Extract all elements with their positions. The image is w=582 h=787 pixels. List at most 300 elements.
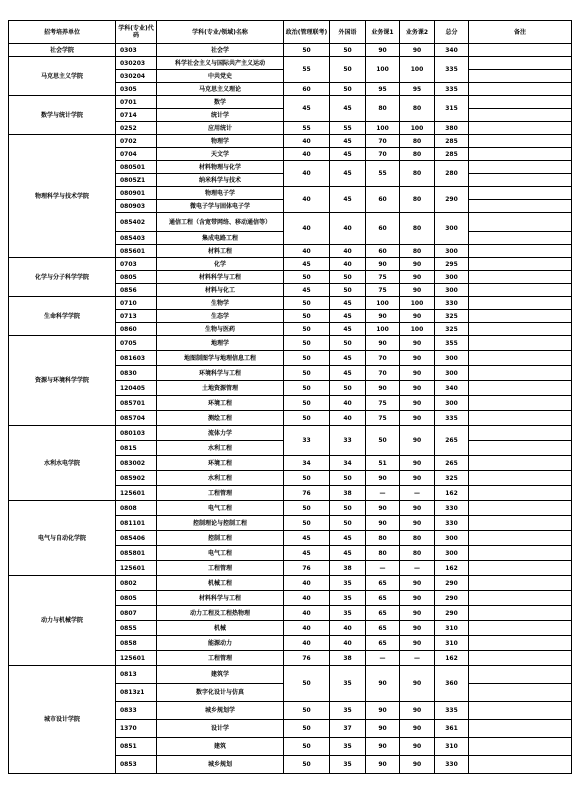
unit-cell: 社会学院 [9, 44, 116, 57]
politics-score-cell: 50 [284, 720, 330, 738]
code-cell: 0713 [116, 310, 157, 323]
total-score-cell: 285 [435, 148, 469, 161]
language-score-cell: 45 [330, 310, 366, 323]
code-cell: 080103 [116, 426, 157, 441]
remark-cell [469, 636, 572, 651]
language-score-cell: 35 [330, 591, 366, 606]
subject2-score-cell: 80 [400, 187, 435, 213]
subject2-score-cell: 90 [400, 756, 435, 774]
remark-cell [469, 44, 572, 57]
name-cell: 电气工程 [157, 501, 284, 516]
subject1-score-cell: 90 [366, 666, 400, 702]
remark-cell [469, 606, 572, 621]
unit-cell: 数学与统计学院 [9, 96, 116, 135]
politics-score-cell: 50 [284, 351, 330, 366]
unit-cell: 物理科学与技术学院 [9, 135, 116, 258]
name-cell: 地理学 [157, 336, 284, 351]
politics-score-cell: 40 [284, 576, 330, 591]
subject2-score-cell: 90 [400, 702, 435, 720]
politics-score-cell: 50 [284, 738, 330, 756]
code-cell: 0252 [116, 122, 157, 135]
name-cell: 马克思主义理论 [157, 83, 284, 96]
subject1-score-cell: 90 [366, 336, 400, 351]
name-cell: 纳米科学与技术 [157, 174, 284, 187]
politics-score-cell: 40 [284, 187, 330, 213]
code-cell: 1370 [116, 720, 157, 738]
subject2-score-cell: 90 [400, 284, 435, 297]
politics-score-cell: 40 [284, 636, 330, 651]
subject1-score-cell: 50 [366, 426, 400, 456]
unit-cell: 水利水电学院 [9, 426, 116, 501]
total-score-cell: 290 [435, 187, 469, 213]
language-score-cell: 45 [330, 323, 366, 336]
subject1-score-cell: 60 [366, 245, 400, 258]
total-score-cell: 340 [435, 381, 469, 396]
unit-cell: 电气与自动化学院 [9, 501, 116, 576]
code-cell: 0858 [116, 636, 157, 651]
total-score-cell: 310 [435, 636, 469, 651]
name-cell: 控制理论与控制工程 [157, 516, 284, 531]
code-cell: 0856 [116, 284, 157, 297]
language-score-cell: 45 [330, 531, 366, 546]
code-cell: 0815 [116, 441, 157, 456]
remark-cell [469, 756, 572, 774]
name-cell: 工程管理 [157, 651, 284, 666]
code-cell: 085902 [116, 471, 157, 486]
name-cell: 城乡规划学 [157, 702, 284, 720]
language-score-cell: 40 [330, 213, 366, 245]
subject2-score-cell: — [400, 651, 435, 666]
politics-score-cell: 45 [284, 96, 330, 122]
name-cell: 化学 [157, 258, 284, 271]
politics-score-cell: 45 [284, 258, 330, 271]
code-cell: 0807 [116, 606, 157, 621]
name-cell: 物理学 [157, 135, 284, 148]
name-cell: 工程管理 [157, 561, 284, 576]
total-score-cell: 335 [435, 57, 469, 83]
language-score-cell: 45 [330, 96, 366, 122]
remark-cell [469, 441, 572, 456]
remark-cell [469, 70, 572, 83]
total-score-cell: 162 [435, 486, 469, 501]
language-score-cell: 38 [330, 561, 366, 576]
name-cell: 中共党史 [157, 70, 284, 83]
politics-score-cell: 45 [284, 531, 330, 546]
subject2-score-cell: 90 [400, 456, 435, 471]
politics-score-cell: 50 [284, 366, 330, 381]
subject2-score-cell: — [400, 486, 435, 501]
subject2-score-cell: 90 [400, 621, 435, 636]
subject1-score-cell: 90 [366, 702, 400, 720]
language-score-cell: 45 [330, 546, 366, 561]
politics-score-cell: 40 [284, 591, 330, 606]
name-cell: 天文学 [157, 148, 284, 161]
politics-score-cell: 50 [284, 381, 330, 396]
language-score-cell: 40 [330, 258, 366, 271]
subject2-score-cell: 95 [400, 83, 435, 96]
subject2-score-cell: 80 [400, 96, 435, 122]
subject2-score-cell: 80 [400, 245, 435, 258]
subject1-score-cell: 90 [366, 756, 400, 774]
table-row [9, 96, 572, 109]
unit-cell: 化学与分子科学学院 [9, 258, 116, 297]
name-cell: 设计学 [157, 720, 284, 738]
politics-score-cell: 60 [284, 83, 330, 96]
language-score-cell: 35 [330, 702, 366, 720]
name-cell: 建筑 [157, 738, 284, 756]
name-cell: 材料与化工 [157, 284, 284, 297]
code-cell: 125601 [116, 561, 157, 576]
total-score-cell: 162 [435, 561, 469, 576]
language-score-cell: 35 [330, 576, 366, 591]
name-cell: 环境工程 [157, 456, 284, 471]
remark-cell [469, 738, 572, 756]
subject1-score-cell: 95 [366, 83, 400, 96]
language-score-cell: 50 [330, 336, 366, 351]
name-cell: 水利工程 [157, 471, 284, 486]
language-score-cell: 50 [330, 57, 366, 83]
code-cell: 0853 [116, 756, 157, 774]
subject2-score-cell: 90 [400, 396, 435, 411]
table-row [9, 297, 572, 310]
subject1-score-cell: 70 [366, 366, 400, 381]
total-score-cell: 330 [435, 756, 469, 774]
subject2-score-cell: 80 [400, 546, 435, 561]
language-score-cell: 33 [330, 426, 366, 456]
subject2-score-cell: 90 [400, 411, 435, 426]
subject2-score-cell: 90 [400, 310, 435, 323]
header-remark: 备注 [469, 21, 572, 44]
code-cell: 085403 [116, 232, 157, 245]
code-cell: 080501 [116, 161, 157, 174]
header-politics: 政治(管理联考) [284, 21, 330, 44]
remark-cell [469, 411, 572, 426]
total-score-cell: 300 [435, 531, 469, 546]
remark-cell [469, 531, 572, 546]
name-cell: 控制工程 [157, 531, 284, 546]
name-cell: 物理电子学 [157, 187, 284, 200]
subject1-score-cell: — [366, 486, 400, 501]
politics-score-cell: 50 [284, 310, 330, 323]
name-cell: 生态学 [157, 310, 284, 323]
remark-cell [469, 396, 572, 411]
subject1-score-cell: 70 [366, 351, 400, 366]
remark-cell [469, 187, 572, 200]
language-score-cell: 35 [330, 666, 366, 702]
remark-cell [469, 351, 572, 366]
language-score-cell: 40 [330, 245, 366, 258]
politics-score-cell: 50 [284, 336, 330, 351]
remark-cell [469, 426, 572, 441]
subject2-score-cell: 90 [400, 720, 435, 738]
language-score-cell: 34 [330, 456, 366, 471]
subject1-score-cell: 65 [366, 591, 400, 606]
name-cell: 社会学 [157, 44, 284, 57]
remark-cell [469, 213, 572, 232]
code-cell: 030203 [116, 57, 157, 70]
remark-cell [469, 666, 572, 684]
subject2-score-cell: 90 [400, 738, 435, 756]
code-cell: 0808 [116, 501, 157, 516]
table-row [9, 501, 572, 516]
name-cell: 能源动力 [157, 636, 284, 651]
code-cell: 0702 [116, 135, 157, 148]
subject1-score-cell: 90 [366, 381, 400, 396]
name-cell: 机械工程 [157, 576, 284, 591]
language-score-cell: 45 [330, 351, 366, 366]
subject2-score-cell: 90 [400, 366, 435, 381]
remark-cell [469, 720, 572, 738]
subject1-score-cell: 65 [366, 606, 400, 621]
politics-score-cell: 76 [284, 651, 330, 666]
code-cell: 081101 [116, 516, 157, 531]
remark-cell [469, 684, 572, 702]
header-unit: 招考培养单位 [9, 21, 116, 44]
code-cell: 0714 [116, 109, 157, 122]
remark-cell [469, 284, 572, 297]
code-cell: 0710 [116, 297, 157, 310]
name-cell: 水利工程 [157, 441, 284, 456]
code-cell: 085704 [116, 411, 157, 426]
remark-cell [469, 546, 572, 561]
remark-cell [469, 323, 572, 336]
code-cell: 0851 [116, 738, 157, 756]
politics-score-cell: 76 [284, 561, 330, 576]
politics-score-cell: 40 [284, 621, 330, 636]
code-cell: 0855 [116, 621, 157, 636]
language-score-cell: 40 [330, 636, 366, 651]
politics-score-cell: 50 [284, 501, 330, 516]
politics-score-cell: 40 [284, 161, 330, 187]
subject1-score-cell: — [366, 651, 400, 666]
code-cell: 0805Z1 [116, 174, 157, 187]
subject2-score-cell: 80 [400, 161, 435, 187]
remark-cell [469, 501, 572, 516]
remark-cell [469, 651, 572, 666]
code-cell: 030204 [116, 70, 157, 83]
name-cell: 测绘工程 [157, 411, 284, 426]
code-cell: 081603 [116, 351, 157, 366]
unit-cell: 资源与环境科学学院 [9, 336, 116, 426]
name-cell: 生物学 [157, 297, 284, 310]
subject2-score-cell: 90 [400, 381, 435, 396]
subject2-score-cell: 90 [400, 44, 435, 57]
language-score-cell: 45 [330, 187, 366, 213]
name-cell: 材料科学与工程 [157, 591, 284, 606]
subject2-score-cell: 90 [400, 471, 435, 486]
subject1-score-cell: 80 [366, 96, 400, 122]
remark-cell [469, 591, 572, 606]
subject1-score-cell: 55 [366, 161, 400, 187]
code-cell: 0830 [116, 366, 157, 381]
total-score-cell: 380 [435, 122, 469, 135]
language-score-cell: 45 [330, 148, 366, 161]
subject2-score-cell: 90 [400, 351, 435, 366]
total-score-cell: 330 [435, 297, 469, 310]
subject1-score-cell: 100 [366, 297, 400, 310]
subject2-score-cell: 90 [400, 516, 435, 531]
politics-score-cell: 50 [284, 411, 330, 426]
subject2-score-cell: 90 [400, 576, 435, 591]
politics-score-cell: 34 [284, 456, 330, 471]
table-row [9, 426, 572, 441]
name-cell: 建筑学 [157, 666, 284, 684]
code-cell: 085406 [116, 531, 157, 546]
subject1-score-cell: 80 [366, 531, 400, 546]
code-cell: 125601 [116, 651, 157, 666]
unit-cell: 动力与机械学院 [9, 576, 116, 666]
code-cell: 085402 [116, 213, 157, 232]
code-cell: 125601 [116, 486, 157, 501]
name-cell: 数学 [157, 96, 284, 109]
total-score-cell: 290 [435, 606, 469, 621]
language-score-cell: 38 [330, 651, 366, 666]
total-score-cell: 330 [435, 516, 469, 531]
name-cell: 工程管理 [157, 486, 284, 501]
language-score-cell: 50 [330, 516, 366, 531]
politics-score-cell: 40 [284, 148, 330, 161]
subject1-score-cell: 75 [366, 284, 400, 297]
language-score-cell: 45 [330, 161, 366, 187]
name-cell: 动力工程及工程热物理 [157, 606, 284, 621]
code-cell: 120405 [116, 381, 157, 396]
subject2-score-cell: 80 [400, 213, 435, 245]
subject1-score-cell: 75 [366, 271, 400, 284]
header-total: 总分 [435, 21, 469, 44]
remark-cell [469, 174, 572, 187]
name-cell: 数字化设计与仿真 [157, 684, 284, 702]
politics-score-cell: 33 [284, 426, 330, 456]
total-score-cell: 330 [435, 501, 469, 516]
politics-score-cell: 55 [284, 57, 330, 83]
total-score-cell: 300 [435, 396, 469, 411]
code-cell: 080903 [116, 200, 157, 213]
code-cell: 0813z1 [116, 684, 157, 702]
name-cell: 微电子学与固体电子学 [157, 200, 284, 213]
language-score-cell: 55 [330, 122, 366, 135]
remark-cell [469, 161, 572, 174]
subject1-score-cell: — [366, 561, 400, 576]
code-cell: 080901 [116, 187, 157, 200]
code-cell: 0705 [116, 336, 157, 351]
total-score-cell: 310 [435, 738, 469, 756]
code-cell: 0802 [116, 576, 157, 591]
subject1-score-cell: 60 [366, 213, 400, 245]
subject1-score-cell: 75 [366, 411, 400, 426]
politics-score-cell: 45 [284, 546, 330, 561]
subject2-score-cell: 80 [400, 135, 435, 148]
name-cell: 应用统计 [157, 122, 284, 135]
subject2-score-cell: 90 [400, 258, 435, 271]
subject2-score-cell: 90 [400, 501, 435, 516]
language-score-cell: 50 [330, 271, 366, 284]
subject2-score-cell: 90 [400, 636, 435, 651]
subject1-score-cell: 100 [366, 323, 400, 336]
table-row [9, 258, 572, 271]
politics-score-cell: 50 [284, 516, 330, 531]
remark-cell [469, 702, 572, 720]
table-row [9, 576, 572, 591]
name-cell: 机械 [157, 621, 284, 636]
subject1-score-cell: 90 [366, 44, 400, 57]
subject1-score-cell: 90 [366, 471, 400, 486]
table-row [9, 135, 572, 148]
language-score-cell: 50 [330, 501, 366, 516]
header-language: 外国语 [330, 21, 366, 44]
code-cell: 0860 [116, 323, 157, 336]
politics-score-cell: 76 [284, 486, 330, 501]
name-cell: 流体力学 [157, 426, 284, 441]
subject2-score-cell: 90 [400, 426, 435, 456]
total-score-cell: 335 [435, 702, 469, 720]
code-cell: 0703 [116, 258, 157, 271]
total-score-cell: 265 [435, 456, 469, 471]
subject1-score-cell: 70 [366, 135, 400, 148]
total-score-cell: 285 [435, 135, 469, 148]
code-cell: 085801 [116, 546, 157, 561]
code-cell: 0303 [116, 44, 157, 57]
table-row [9, 336, 572, 351]
politics-score-cell: 40 [284, 135, 330, 148]
subject1-score-cell: 90 [366, 258, 400, 271]
header-name: 学科(专业/领域)名称 [157, 21, 284, 44]
remark-cell [469, 135, 572, 148]
subject2-score-cell: 90 [400, 591, 435, 606]
politics-score-cell: 50 [284, 756, 330, 774]
total-score-cell: 300 [435, 245, 469, 258]
remark-cell [469, 576, 572, 591]
subject1-score-cell: 90 [366, 720, 400, 738]
language-score-cell: 50 [330, 83, 366, 96]
total-score-cell: 300 [435, 213, 469, 245]
total-score-cell: 300 [435, 366, 469, 381]
language-score-cell: 45 [330, 135, 366, 148]
subject1-score-cell: 60 [366, 187, 400, 213]
subject1-score-cell: 90 [366, 516, 400, 531]
language-score-cell: 40 [330, 621, 366, 636]
remark-cell [469, 148, 572, 161]
politics-score-cell: 50 [284, 44, 330, 57]
subject1-score-cell: 100 [366, 122, 400, 135]
subject2-score-cell: 90 [400, 271, 435, 284]
name-cell: 集成电路工程 [157, 232, 284, 245]
total-score-cell: 290 [435, 591, 469, 606]
total-score-cell: 300 [435, 284, 469, 297]
total-score-cell: 340 [435, 44, 469, 57]
code-cell: 0805 [116, 271, 157, 284]
name-cell: 环境科学与工程 [157, 366, 284, 381]
subject1-score-cell: 70 [366, 148, 400, 161]
header-subject2: 业务课2 [400, 21, 435, 44]
code-cell: 0805 [116, 591, 157, 606]
subject2-score-cell: 100 [400, 122, 435, 135]
politics-score-cell: 50 [284, 471, 330, 486]
total-score-cell: 335 [435, 411, 469, 426]
name-cell: 土地资源管理 [157, 381, 284, 396]
subject1-score-cell: 51 [366, 456, 400, 471]
remark-cell [469, 271, 572, 284]
total-score-cell: 310 [435, 621, 469, 636]
total-score-cell: 325 [435, 310, 469, 323]
subject2-score-cell: 80 [400, 148, 435, 161]
unit-cell: 生命科学学院 [9, 297, 116, 336]
name-cell: 材料工程 [157, 245, 284, 258]
subject2-score-cell: 90 [400, 336, 435, 351]
language-score-cell: 35 [330, 756, 366, 774]
language-score-cell: 35 [330, 738, 366, 756]
remark-cell [469, 516, 572, 531]
remark-cell [469, 122, 572, 135]
